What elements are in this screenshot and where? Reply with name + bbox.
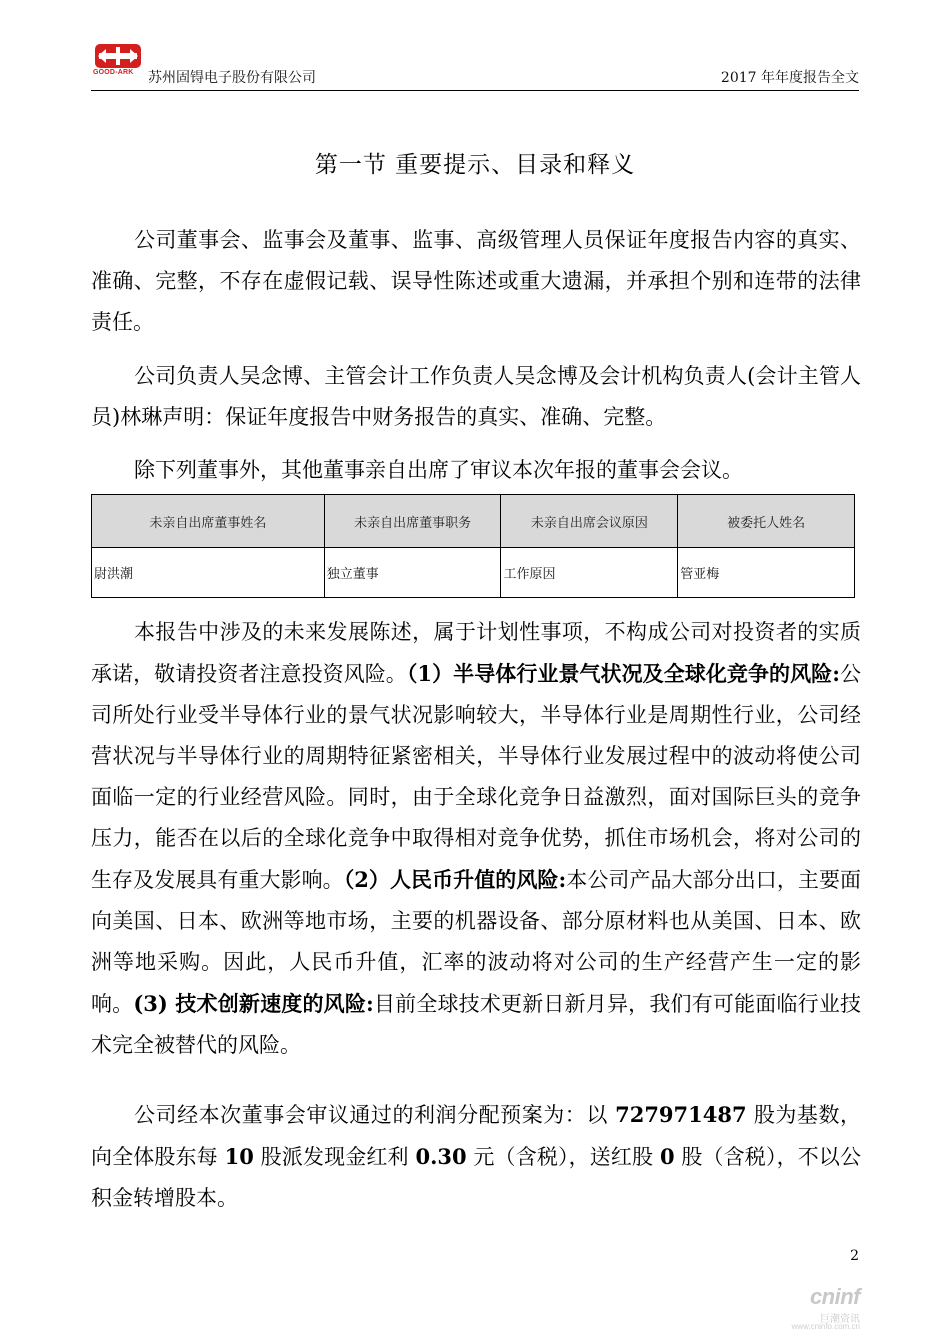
report-title: 2017 年年度报告全文 bbox=[720, 70, 859, 86]
dividend-text: 股（含税），不以公积金转增股本。 bbox=[91, 1145, 861, 1210]
risk-3-label: (3) 技术创新速度的风险: bbox=[133, 991, 374, 1016]
logo-mark-icon bbox=[95, 44, 141, 68]
risk-3-text: 目前全球技术更新日新月异，我们有可能面临行业技术完全被替代的风险。 bbox=[91, 992, 862, 1057]
table-cell: 独立董事 bbox=[324, 548, 501, 598]
dividend-text: 元（含税），送红股 bbox=[466, 1145, 660, 1169]
table-header-cell: 未亲自出席董事姓名 bbox=[92, 495, 325, 548]
risk-paragraph bbox=[91, 612, 861, 1066]
dividend-text: 公司经本次董事会审议通过的利润分配预案为：以 bbox=[134, 1103, 616, 1127]
absent-directors-table bbox=[91, 494, 855, 598]
watermark-url: www.cninfo.com.cn bbox=[791, 1322, 860, 1331]
watermark-sub: 巨潮资讯 bbox=[820, 1314, 860, 1325]
table-cell: 尉洪潮 bbox=[92, 548, 325, 598]
bonus-shares: 0 bbox=[659, 1144, 675, 1169]
watermark-brand: cninf bbox=[809, 1284, 860, 1309]
statement-paragraph: 公司董事会、监事会及董事、监事、高级管理人员保证年度报告内容的真实、准确、完整，不存在虚假记载、误导性陈述或重大遗漏，并承担个别和连带的法律责任。 bbox=[91, 228, 861, 334]
table-header-cell: 被委托人姓名 bbox=[678, 495, 855, 548]
per-shares: 10 bbox=[224, 1144, 254, 1169]
table-cell: 工作原因 bbox=[501, 548, 678, 598]
risk-intro: 本报告中涉及的未来发展陈述，属于计划性事项，不构成公司对投资者的实质承诺，敬请投资者注意投资风险。 bbox=[91, 620, 861, 686]
dividend-paragraph bbox=[91, 1094, 861, 1219]
section-title: 第一节 重要提示、目录和释义 bbox=[314, 152, 636, 178]
responsibility-paragraph: 公司负责人吴念博、主管会计工作负责人吴念博及会计机构负责人(会计主管人员)林琳声明：保证年度报告中财务报告的真实、准确、完整。 bbox=[91, 364, 861, 429]
header-divider bbox=[91, 90, 859, 91]
table-cell: 管亚梅 bbox=[678, 548, 855, 598]
risk-2-label: （2）人民币升值的风险: bbox=[343, 867, 567, 892]
company-logo bbox=[93, 44, 145, 80]
logo-text: GOOD-ARK bbox=[93, 69, 134, 76]
attendance-paragraph: 除下列董事外，其他董事亲自出席了审议本次年报的董事会会议。 bbox=[134, 458, 743, 482]
risk-1-text: 公司所处行业受半导体行业的景气状况影响较大，半导体行业是周期性行业，公司经营状况与半导体行业的周期特征紧密相关，半导体行业发展过程中的波动将使公司面临一定的行业经营风险。同时，由于全球化竞争日益激烈，面对国际巨头的竞争压力，能否在以后的全球化竞争中取得相对竞争优势，抓住市场机会，将对公司的生存及发展具有重大影响。 bbox=[91, 662, 862, 892]
table-header-cell: 未亲自出席会议原因 bbox=[501, 495, 678, 548]
cninfo-watermark bbox=[770, 1284, 880, 1338]
table-header-cell: 未亲自出席董事职务 bbox=[324, 495, 501, 548]
cash-dividend: 0.30 bbox=[415, 1144, 467, 1169]
risk-1-label: （1）半导体行业景气状况及全球化竞争的风险: bbox=[406, 661, 840, 686]
base-shares: 727971487 bbox=[615, 1102, 747, 1127]
table-header-row bbox=[92, 495, 855, 548]
table-row bbox=[92, 548, 855, 598]
dividend-text: 股为基数，向全体股东每 bbox=[91, 1103, 861, 1169]
dividend-text: 股派发现金红利 bbox=[253, 1145, 416, 1169]
company-name: 苏州固锝电子股份有限公司 bbox=[148, 70, 316, 86]
page-number: 2 bbox=[850, 1248, 859, 1264]
risk-2-text: 本公司产品大部分出口，主要面向美国、日本、欧洲等地市场，主要的机器设备、部分原材料也从美国、日本、欧洲等地采购。因此，人民币升值，汇率的波动将对公司的生产经营产生一定的影响。 bbox=[91, 868, 862, 1016]
